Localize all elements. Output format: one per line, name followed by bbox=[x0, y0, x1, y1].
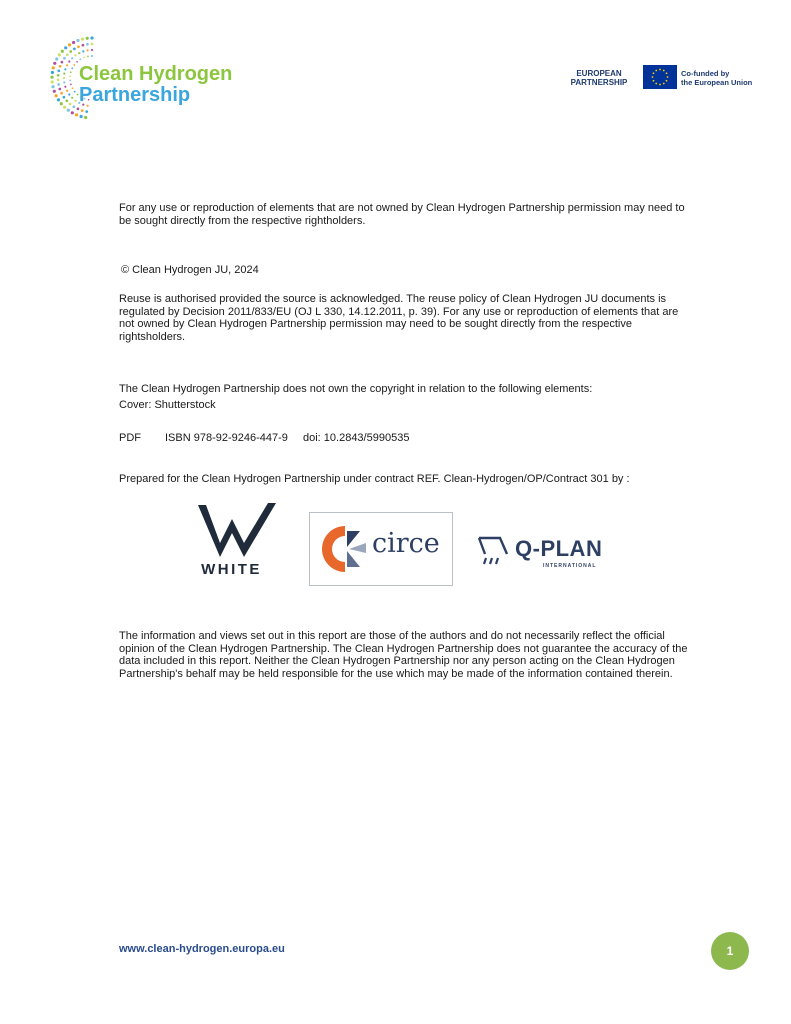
eu-partnership-line-1: EUROPEAN bbox=[576, 69, 622, 78]
eu-star bbox=[652, 76, 654, 78]
logo-dot bbox=[50, 76, 53, 79]
copyright-line: © Clean Hydrogen JU, 2024 bbox=[121, 264, 259, 276]
qplan-logo-text: Q-PLAN bbox=[515, 536, 603, 561]
eu-star bbox=[653, 80, 655, 82]
eu-star bbox=[655, 70, 657, 72]
page-number-badge: 1 bbox=[711, 932, 749, 970]
logo-dot bbox=[55, 94, 58, 97]
logo-dot bbox=[74, 100, 76, 102]
logo-dot bbox=[68, 93, 70, 95]
logo-dot bbox=[73, 64, 75, 66]
logo-dot bbox=[91, 43, 94, 46]
logo-dot bbox=[86, 37, 89, 40]
logo-dot bbox=[65, 99, 68, 102]
eu-star bbox=[659, 84, 661, 86]
logo-dot bbox=[80, 115, 83, 118]
logo-dot bbox=[81, 38, 84, 41]
eu-star bbox=[655, 83, 657, 85]
logo-dot bbox=[52, 66, 55, 69]
reuse-policy: Reuse is authorised provided the source is acknowledged. The reuse policy of Clean Hydrogen JU documents is regulated by Decision 2011/833/EU (OJ L 330, 14.12.2011, p. 39). For any use or reproduction of elements that are not owned by Clean Hydrogen Partnership permission may need to be sought directly from the respective rightsholders. bbox=[119, 293, 679, 343]
circe-logo-mark-icon bbox=[316, 521, 370, 577]
disclaimer: The information and views set out in this report are those of the authors and do not necessarily reflect the official opinion of the Clean Hydrogen Partnership. The Clean Hydrogen Partnership does not guarantee the accuracy of the data included in this report. Neither the Clean Hydrogen Partnership nor any person acting on the Clean Hydrogen Partnership's behalf may be held responsible for the use which may be made of the information contained therein. bbox=[119, 630, 688, 680]
logo-dot bbox=[69, 50, 72, 53]
logo-dot bbox=[74, 54, 76, 56]
logo-dot bbox=[77, 108, 80, 111]
logo-dot bbox=[71, 111, 74, 114]
logo-dot bbox=[63, 77, 65, 79]
logo-dot bbox=[58, 88, 61, 91]
logo-dot bbox=[51, 80, 54, 83]
logo-dot bbox=[53, 90, 56, 93]
logo-dot bbox=[83, 57, 85, 59]
logo-dot bbox=[78, 52, 80, 54]
logo-dot bbox=[74, 91, 76, 93]
eu-star bbox=[659, 69, 661, 71]
logo-dot bbox=[66, 90, 68, 92]
logo-dot bbox=[85, 110, 88, 113]
logo-dot bbox=[79, 59, 81, 61]
logo-dot bbox=[61, 61, 64, 64]
eu-star bbox=[666, 80, 668, 82]
logo-dot bbox=[55, 57, 58, 60]
copyright-elements-note: The Clean Hydrogen Partnership does not own the copyright in relation to the following elements: bbox=[119, 383, 593, 395]
logo-dot bbox=[73, 48, 76, 51]
logo-dot bbox=[71, 57, 73, 59]
logo-dot bbox=[72, 41, 75, 44]
logo-dot bbox=[69, 103, 72, 106]
logo-dot bbox=[51, 71, 54, 74]
logo-dot bbox=[68, 60, 70, 62]
eu-star bbox=[667, 76, 669, 78]
logo-dot bbox=[72, 105, 75, 108]
eu-star bbox=[663, 83, 665, 85]
logo-dot bbox=[64, 86, 66, 88]
logo-dot bbox=[75, 113, 78, 116]
logo-dot bbox=[57, 83, 60, 86]
qplan-logo-mark-icon bbox=[476, 534, 512, 566]
logo-dot bbox=[91, 55, 93, 57]
logo-line-2: Partnership bbox=[79, 84, 191, 106]
logo-dot bbox=[77, 45, 80, 48]
logo-dot bbox=[61, 50, 64, 53]
logo-dot bbox=[66, 53, 69, 56]
white-logo-text: WHITE bbox=[201, 561, 262, 578]
qplan-logo-subtext: INTERNATIONAL bbox=[543, 563, 597, 569]
pdf-label: PDF bbox=[119, 432, 141, 444]
isbn: ISBN 978-92-9246-447-9 bbox=[165, 432, 288, 444]
logo-dot bbox=[57, 79, 60, 82]
logo-dot bbox=[53, 62, 56, 65]
logo-dot bbox=[82, 50, 84, 52]
logo-dot bbox=[84, 116, 87, 119]
logo-dot bbox=[71, 97, 73, 99]
cofunded-line-1: Co-funded by bbox=[681, 69, 730, 78]
logo-dot bbox=[87, 49, 89, 51]
logo-dot bbox=[59, 65, 62, 68]
logo-dot bbox=[70, 71, 72, 73]
logo-dot bbox=[57, 69, 60, 72]
logo-dot bbox=[68, 43, 71, 46]
logo-dot bbox=[66, 64, 68, 66]
permission-note: For any use or reproduction of elements that are not owned by Clean Hydrogen Partnership permission may need to be sought directly from the respective rightholders. bbox=[119, 202, 685, 227]
logo-dot bbox=[76, 61, 78, 63]
logo-dot bbox=[64, 68, 66, 70]
cofunded-label bbox=[681, 69, 752, 87]
logo-dot bbox=[76, 39, 79, 42]
eu-partnership-line-2: PARTNERSHIP bbox=[570, 78, 628, 87]
logo-dot bbox=[69, 75, 71, 77]
logo-dot bbox=[91, 49, 93, 51]
eu-flag-icon bbox=[643, 65, 677, 89]
logo-dot bbox=[81, 109, 84, 112]
logo-dot bbox=[51, 85, 54, 88]
logo-dot bbox=[60, 92, 63, 95]
logo-dot bbox=[63, 73, 65, 75]
logo-dot bbox=[90, 36, 93, 39]
cover-credit: Cover: Shutterstock bbox=[119, 399, 216, 411]
logo-dot bbox=[70, 84, 72, 86]
logo-dot bbox=[71, 68, 73, 70]
footer-website-link[interactable]: www.clean-hydrogen.europa.eu bbox=[119, 943, 285, 955]
logo-dot bbox=[57, 74, 60, 77]
logo-dot bbox=[63, 96, 66, 99]
doi: doi: 10.2843/5990535 bbox=[303, 432, 410, 444]
eu-star bbox=[653, 72, 655, 74]
logo-dot bbox=[58, 53, 61, 56]
logo-dot bbox=[63, 106, 66, 109]
logo-dot bbox=[57, 98, 60, 101]
logo-dot bbox=[64, 46, 67, 49]
logo-dot bbox=[69, 80, 71, 82]
logo-dot bbox=[67, 109, 70, 112]
logo-dot bbox=[86, 43, 89, 46]
logo-dot bbox=[72, 87, 74, 89]
cofunded-line-2: the European Union bbox=[681, 78, 753, 87]
logo-dot bbox=[82, 44, 85, 47]
eu-star bbox=[663, 70, 665, 72]
logo-dot bbox=[63, 81, 65, 83]
logo-dot bbox=[63, 57, 66, 60]
logo-dot bbox=[60, 102, 63, 105]
logo-dot bbox=[87, 56, 89, 58]
prepared-for-note: Prepared for the Clean Hydrogen Partnership under contract REF. Clean-Hydrogen/OP/Contract 301 by : bbox=[119, 473, 630, 485]
circe-logo-text: circe bbox=[372, 528, 440, 559]
eu-star bbox=[666, 72, 668, 74]
logo-line-1: Clean Hydrogen bbox=[79, 63, 233, 85]
clean-hydrogen-logo bbox=[79, 64, 232, 106]
european-partnership-label bbox=[568, 69, 630, 87]
